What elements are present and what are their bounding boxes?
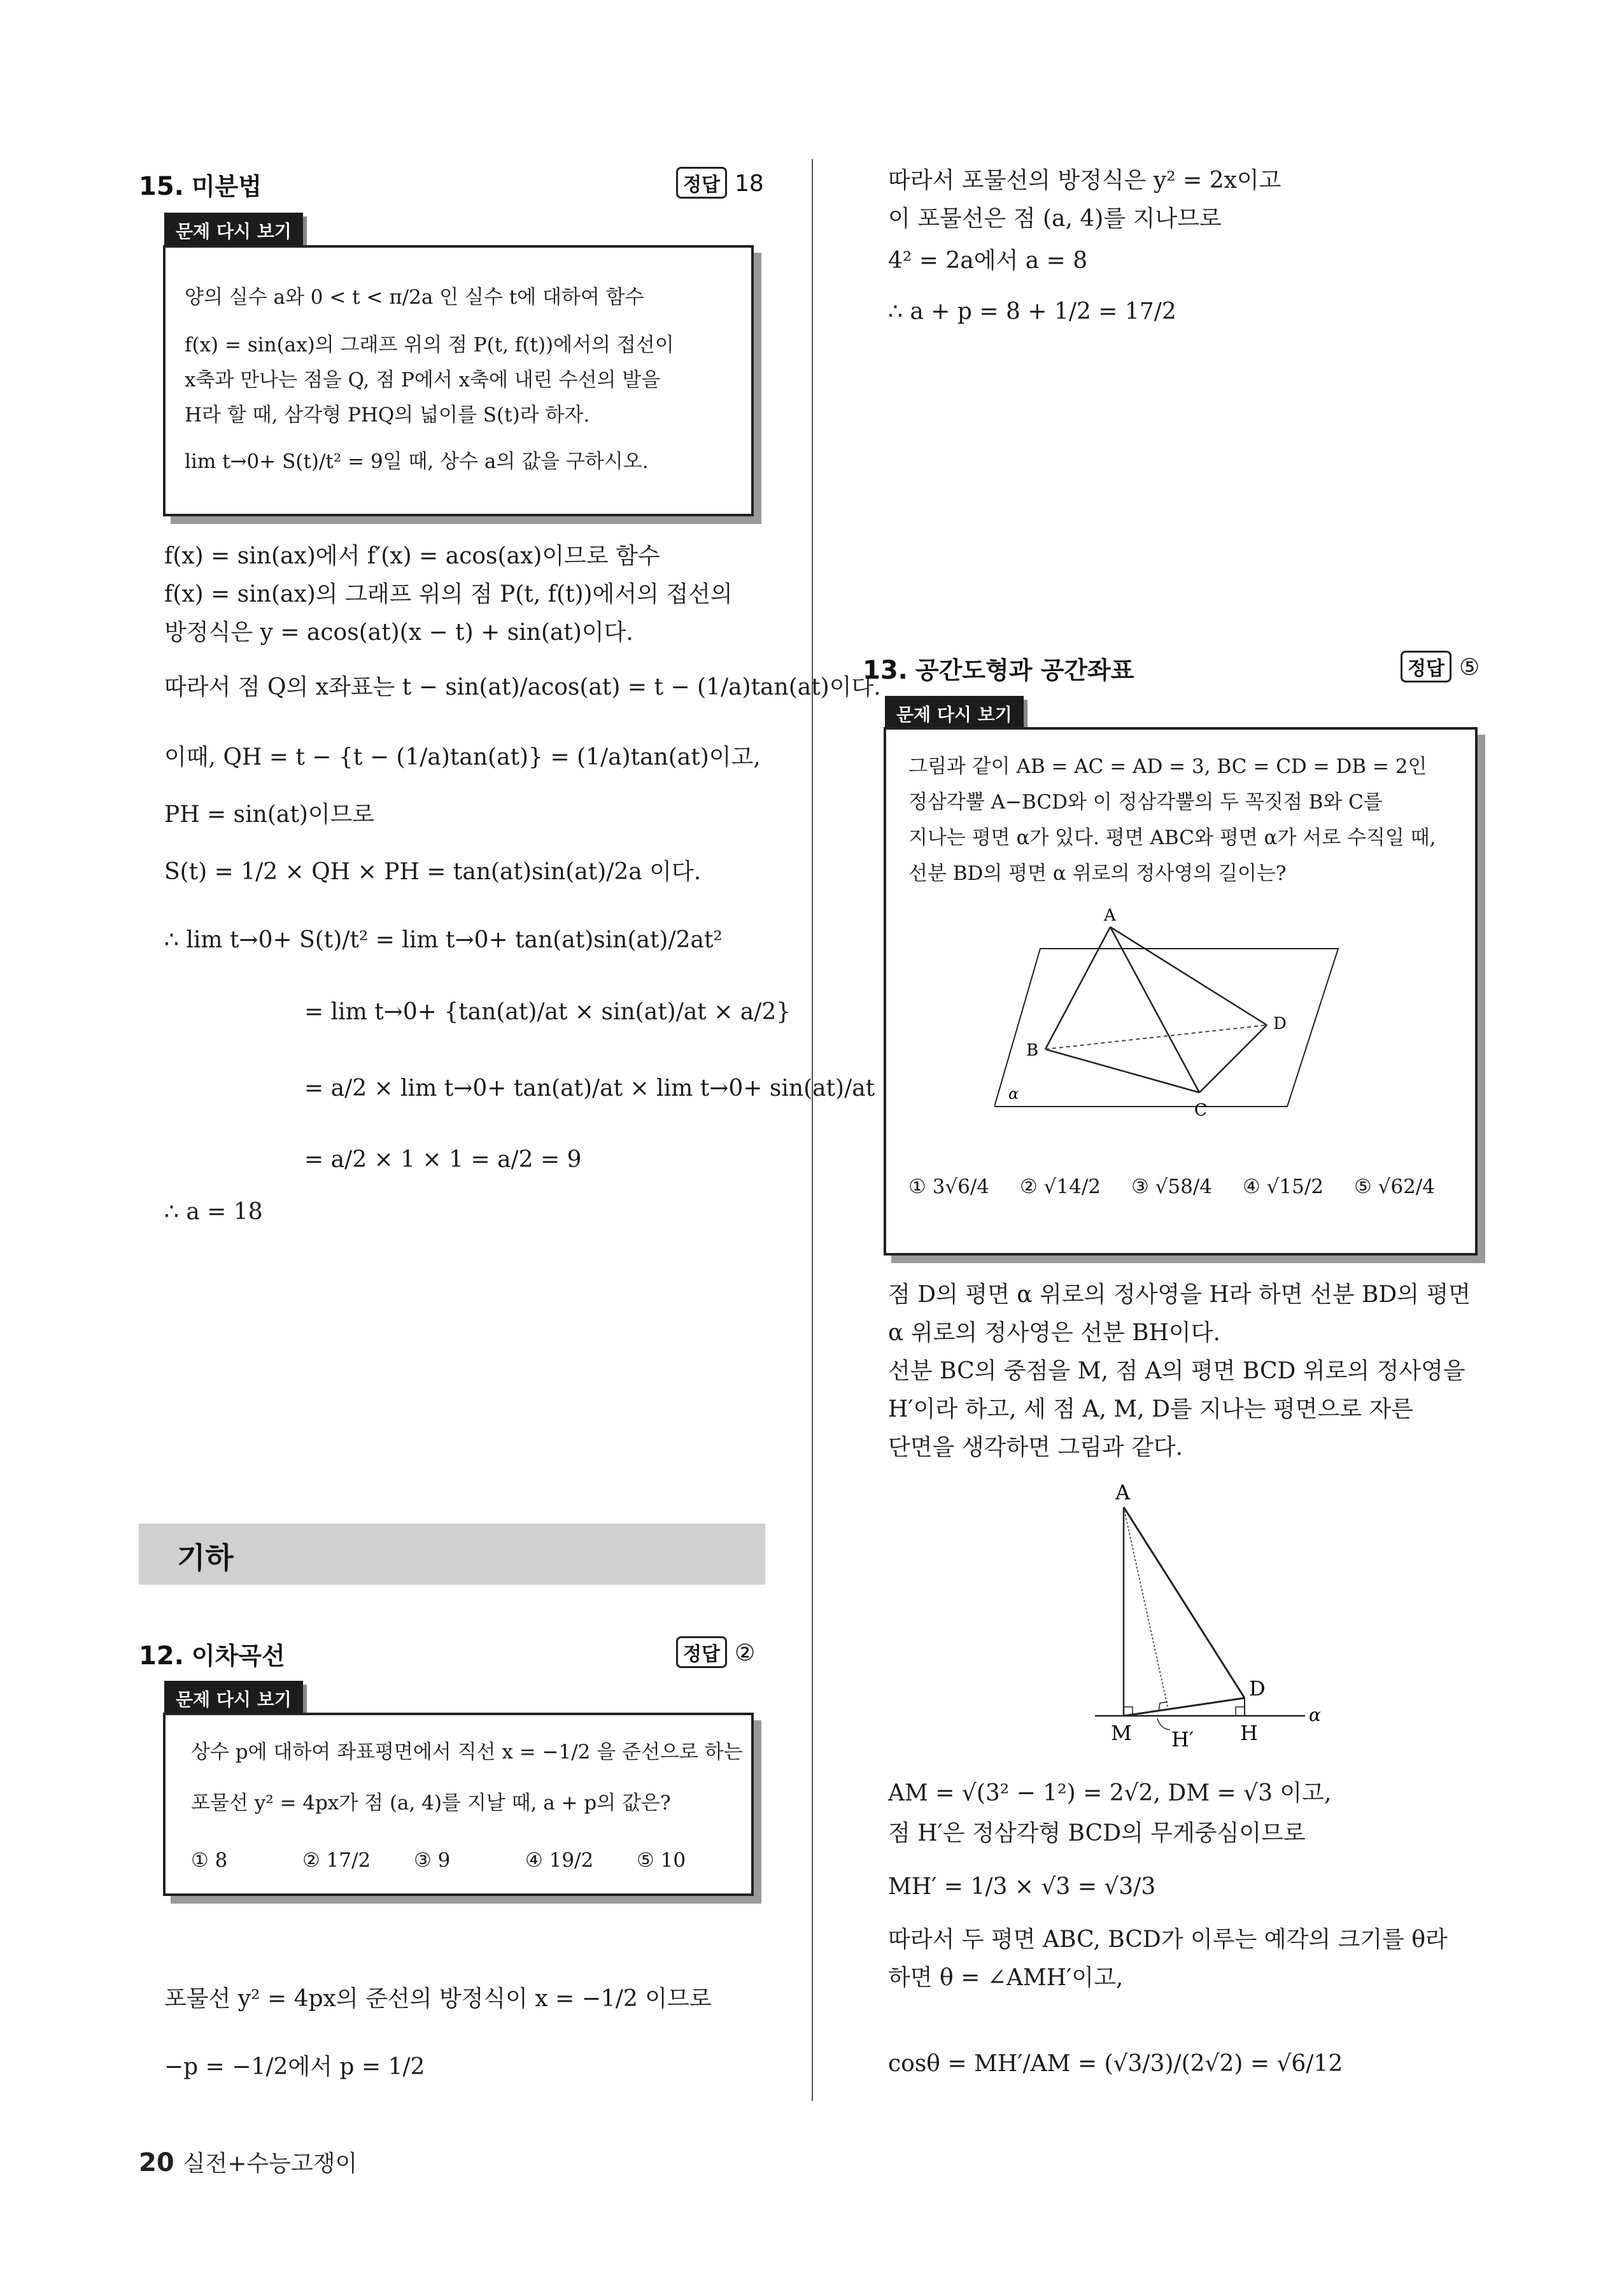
- q13-answer: [1401, 651, 1479, 683]
- q15-problem-line-5: lim t→0+ S(t)/t² = 9일 때, 상수 a의 값을 구하시오.: [185, 450, 649, 473]
- q12-choice-3: ③ 9: [414, 1849, 451, 1872]
- q15-problem-line-4: H라 할 때, 삼각형 PHQ의 넓이를 S(t)라 하자.: [185, 404, 590, 427]
- q15-solution-line-2: f(x) = sin(ax)의 그래프 위의 점 P(t, f(t))에서의 접선의: [164, 581, 733, 607]
- q15-title: 미분법: [191, 173, 262, 201]
- label-a: A: [1115, 1480, 1131, 1504]
- edge-ac: [1110, 927, 1199, 1093]
- q13-problem-line-1: 그림과 같이 AB = AC = AD = 3, BC = CD = DB = 2인: [908, 755, 1427, 778]
- q12-problem-line-2: 포물선 y² = 4px가 점 (a, 4)를 지날 때, a + p의 값은?: [191, 1792, 671, 1815]
- label-alpha: α: [1008, 1085, 1019, 1103]
- q15-answer-value: 18: [734, 171, 764, 197]
- q15-problem-box: [163, 245, 754, 516]
- q13-choice-3: ③ √58/4: [1131, 1175, 1213, 1198]
- q13-solution-line-1: 점 D의 평면 α 위로의 정사영을 H라 하면 선분 BD의 평면: [888, 1282, 1471, 1308]
- label-hprime: H′: [1171, 1727, 1194, 1751]
- page-number: 20: [139, 2148, 174, 2177]
- q12-problem-box: [163, 1713, 754, 1896]
- label-alpha: α: [1309, 1704, 1321, 1725]
- label-d: D: [1249, 1676, 1266, 1701]
- section-title: 기하: [177, 1541, 234, 1575]
- label-h: H: [1240, 1721, 1258, 1745]
- review-tag: 문제 다시 보기: [885, 696, 1024, 732]
- q13-problem-line-3: 지나는 평면 α가 있다. 평면 ABC와 평면 α가 서로 수직일 때,: [908, 826, 1436, 849]
- q13-pyramid-figure: [994, 908, 1351, 1124]
- answer-tag: 정답: [676, 1636, 727, 1668]
- q15-problem-line-1: 양의 실수 a와 0 < t < π/2a 인 실수 t에 대하여 함수: [185, 286, 644, 309]
- q15-solution-line-5: 이때, QH = t − {t − (1/a)tan(at)} = (1/a)tan(at)이고,: [164, 744, 761, 770]
- q12-answer-value: ②: [734, 1640, 756, 1666]
- edge-cd: [1199, 1025, 1267, 1093]
- q13-solution-line-9: 따라서 두 평면 ABC, BCD가 이루는 예각의 크기를 θ라: [888, 1927, 1448, 1953]
- q13-problem-box: [884, 727, 1478, 1256]
- page-footer: [139, 2146, 357, 2178]
- q13-choice-5: ⑤ √62/4: [1354, 1175, 1436, 1198]
- q13-solution-line-7: 점 H′은 정삼각형 BCD의 무게중심이므로: [888, 1820, 1306, 1846]
- edge-bd-hidden: [1045, 1025, 1267, 1049]
- q15-solution-line-6: PH = sin(at)이므로: [164, 802, 375, 828]
- q15-solution-line-1: f(x) = sin(ax)에서 f′(x) = acos(ax)이므로 함수: [164, 543, 660, 569]
- q12-solution-line-5: 4² = 2a에서 a = 8: [888, 248, 1088, 274]
- answer-tag: 정답: [1401, 651, 1451, 683]
- q13-solution-line-10: 하면 θ = ∠AMH′이고,: [888, 1965, 1124, 1991]
- q12-solution-line-2: −p = −1/2에서 p = 1/2: [164, 2054, 425, 2080]
- q12-solution-line-6: ∴ a + p = 8 + 1/2 = 17/2: [888, 299, 1176, 325]
- q12-choice-4: ④ 19/2: [525, 1849, 594, 1872]
- q13-heading: [863, 651, 1134, 686]
- q13-choice-1: ① 3√6/4: [908, 1175, 990, 1198]
- q15-number: 15.: [139, 172, 184, 201]
- q15-solution-line-10: = a/2 × lim t→0+ tan(at)/at × lim t→0+ sin(at)/at: [304, 1075, 875, 1101]
- q15-answer: [676, 167, 764, 199]
- q13-title: 공간도형과 공간좌표: [915, 656, 1134, 684]
- section-banner: [139, 1524, 765, 1585]
- q13-number: 13.: [863, 656, 908, 685]
- book-title: 실전+수능고쟁이: [183, 2151, 358, 2177]
- edge-ab: [1045, 927, 1110, 1049]
- q13-solution-line-6: AM = √(3² − 1²) = 2√2, DM = √3 이고,: [888, 1780, 1332, 1806]
- label-m: M: [1111, 1721, 1132, 1745]
- label-c: C: [1194, 1101, 1207, 1120]
- q15-solution-line-7: S(t) = 1/2 × QH × PH = tan(at)sin(at)/2a 이다.: [164, 859, 702, 885]
- edge-ad: [1110, 927, 1267, 1025]
- segment-md: [1124, 1698, 1245, 1716]
- q15-solution-line-3: 방정식은 y = acos(at)(x − t) + sin(at)이다.: [164, 619, 633, 646]
- q15-heading: [139, 167, 262, 202]
- q13-solution-line-8: MH′ = 1/3 × √3 = √3/3: [888, 1874, 1156, 1900]
- q12-number: 12.: [139, 1641, 184, 1671]
- label-a: A: [1104, 908, 1116, 925]
- q12-heading: [139, 1636, 285, 1671]
- review-tag: 문제 다시 보기: [164, 213, 303, 248]
- q15-solution-line-11: = a/2 × 1 × 1 = a/2 = 9: [304, 1147, 582, 1173]
- q15-solution-line-12: ∴ a = 18: [164, 1199, 263, 1225]
- q15-problem-line-2: f(x) = sin(ax)의 그래프 위의 점 P(t, f(t))에서의 접선이: [185, 334, 674, 357]
- q13-solution-line-5: 단면을 생각하면 그림과 같다.: [888, 1434, 1183, 1461]
- q12-solution-line-4: 이 포물선은 점 (a, 4)를 지나므로: [888, 206, 1222, 232]
- column-divider: [812, 159, 813, 2101]
- q12-choice-2: ② 17/2: [302, 1849, 371, 1872]
- q13-cross-section-figure: [1082, 1474, 1337, 1767]
- q13-problem-line-2: 정삼각뿔 A−BCD와 이 정삼각뿔의 두 꼭짓점 B와 C를: [908, 791, 1383, 814]
- q12-solution-line-3: 따라서 포물선의 방정식은 y² = 2x이고: [888, 167, 1282, 194]
- q12-problem-line-1: 상수 p에 대하여 좌표평면에서 직선 x = −1/2 을 준선으로 하는: [191, 1741, 743, 1764]
- label-d: D: [1273, 1014, 1287, 1033]
- q15-problem-line-3: x축과 만나는 점을 Q, 점 P에서 x축에 내린 수선의 발을: [185, 369, 661, 392]
- q13-solution-line-3: 선분 BC의 중점을 M, 점 A의 평면 BCD 위로의 정사영을: [888, 1358, 1465, 1384]
- q12-answer: [676, 1636, 755, 1668]
- q15-solution-line-8: ∴ lim t→0+ S(t)/t² = lim t→0+ tan(at)sin(at)/2at²: [164, 927, 723, 953]
- q12-solution-line-1: 포물선 y² = 4px의 준선의 방정식이 x = −1/2 이므로: [164, 1986, 712, 2012]
- q15-solution-line-9: = lim t→0+ {tan(at)/at × sin(at)/at × a/2}: [304, 999, 791, 1025]
- edge-bc: [1045, 1049, 1199, 1093]
- q13-problem-line-4: 선분 BD의 평면 α 위로의 정사영의 길이는?: [908, 862, 1287, 885]
- label-b: B: [1026, 1041, 1039, 1060]
- right-angle-h: [1236, 1707, 1245, 1716]
- review-tag: 문제 다시 보기: [164, 1681, 303, 1716]
- segment-ahp: [1124, 1507, 1168, 1709]
- q15-solution-line-4: 따라서 점 Q의 x좌표는 t − sin(at)/acos(at) = t − (1/a)tan(at)이다.: [164, 674, 881, 700]
- q12-title: 이차곡선: [191, 1642, 285, 1670]
- segment-ad: [1124, 1507, 1245, 1698]
- answer-tag: 정답: [676, 167, 727, 199]
- q13-solution-line-4: H′이라 하고, 세 점 A, M, D를 지나는 평면으로 자른: [888, 1396, 1414, 1422]
- q13-answer-value: ⑤: [1458, 654, 1480, 681]
- q13-solution-line-2: α 위로의 정사영은 선분 BH이다.: [888, 1320, 1220, 1346]
- q12-choice-5: ⑤ 10: [637, 1849, 686, 1872]
- q12-choice-1: ① 8: [191, 1849, 228, 1872]
- q13-solution-line-11: cosθ = MH′/AM = (√3/3)/(2√2) = √6/12: [888, 2051, 1343, 2077]
- q13-choice-2: ② √14/2: [1020, 1175, 1101, 1198]
- q13-choice-4: ④ √15/2: [1243, 1175, 1324, 1198]
- hp-leader: [1157, 1718, 1170, 1730]
